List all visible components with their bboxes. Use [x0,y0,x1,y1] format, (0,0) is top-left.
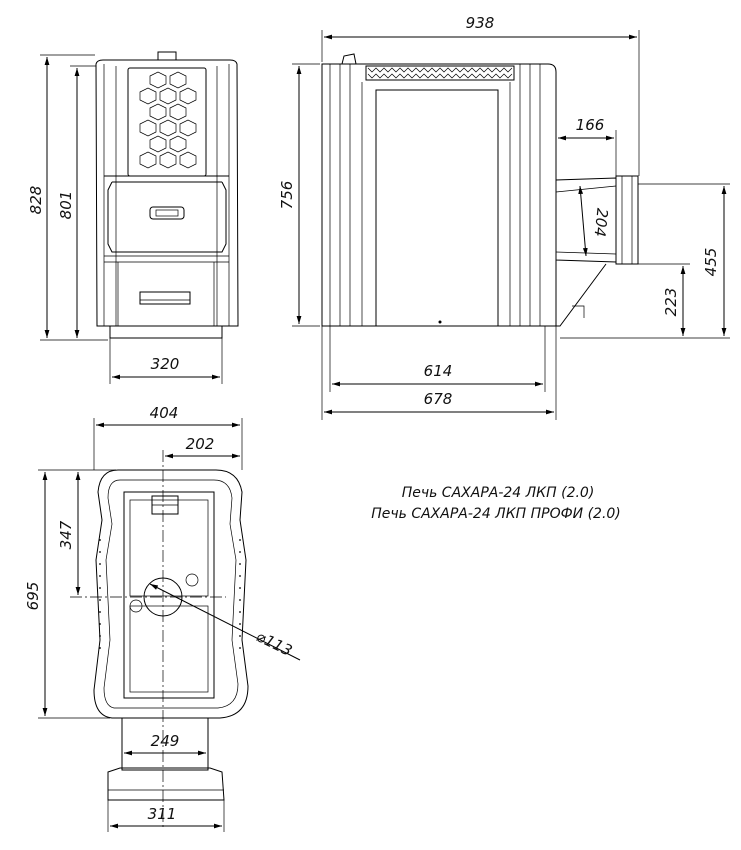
side-view [278,14,730,420]
caption-line-2: Печь САХАРА-24 ЛКП ПРОФИ (2.0) [371,506,621,522]
dim-311: 311 [147,805,177,823]
door-handle-icon [150,207,184,219]
dim-678: 678 [423,390,453,408]
dim-347: 347 [57,520,75,550]
dim-614: 614 [423,362,453,380]
dim-404: 404 [149,404,179,422]
dim-801: 801 [57,190,75,220]
dim-249: 249 [150,732,180,750]
dim-223: 223 [662,287,680,317]
dim-756: 756 [278,180,296,210]
dim-diameter-113: ⌀113 [253,627,296,660]
dim-204: 204 [590,207,612,238]
top-view [24,404,300,832]
chimney-pipe [342,54,638,326]
dim-938: 938 [465,14,495,32]
front-view [27,52,238,384]
dim-320: 320 [150,355,180,373]
stone-grid [140,72,196,168]
dim-455: 455 [702,247,720,277]
dim-166: 166 [575,116,605,134]
caption [371,485,621,522]
dim-202: 202 [185,435,215,453]
caption-line-1: Печь САХАРА-24 ЛКП (2.0) [401,485,595,501]
dim-695: 695 [24,581,42,611]
dim-828: 828 [27,185,45,215]
